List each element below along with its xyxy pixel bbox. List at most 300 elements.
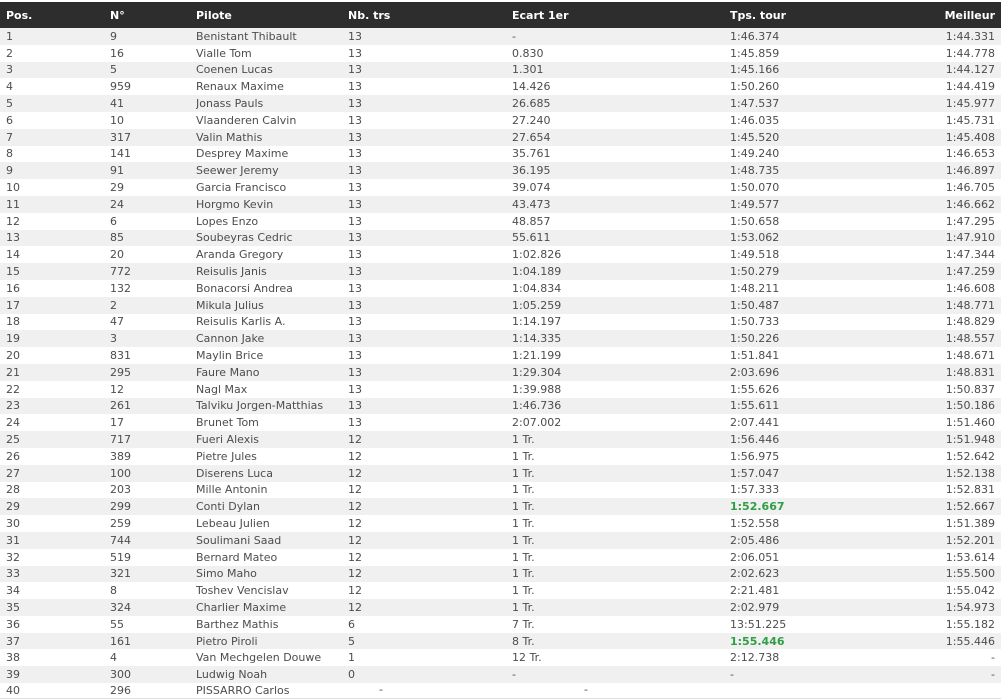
table-row xyxy=(0,314,1001,331)
cell-laps: 13 xyxy=(348,281,362,295)
column-header-pilote: Pilote xyxy=(196,8,232,22)
cell-pos: 1 xyxy=(6,29,13,43)
cell-lap_time: 1:50.733 xyxy=(730,315,780,329)
cell-pilote: Reisulis Karlis A. xyxy=(196,315,286,329)
cell-pos: 24 xyxy=(6,416,20,430)
cell-gap: 55.611 xyxy=(512,231,551,245)
cell-pos: 26 xyxy=(6,449,20,463)
cell-pos: 19 xyxy=(6,332,20,346)
cell-no: 296 xyxy=(110,683,131,697)
cell-gap: 1 Tr. xyxy=(512,483,535,497)
cell-pos: 5 xyxy=(6,97,13,111)
cell-pilote: Conti Dylan xyxy=(196,500,260,514)
cell-best: 1:48.671 xyxy=(945,349,995,363)
cell-gap: 43.473 xyxy=(512,197,551,211)
cell-no: 519 xyxy=(110,550,131,564)
table-row xyxy=(0,230,1001,247)
cell-pilote: Brunet Tom xyxy=(196,416,259,430)
cell-laps: 13 xyxy=(348,80,362,94)
cell-laps: 13 xyxy=(348,214,362,228)
table-row xyxy=(0,515,1001,532)
cell-pilote: Charlier Maxime xyxy=(196,600,287,614)
cell-lap_time: 1:49.240 xyxy=(730,147,780,161)
table-row xyxy=(0,297,1001,314)
cell-lap_time: 13:51.225 xyxy=(730,617,787,631)
table-row xyxy=(0,566,1001,583)
cell-gap: 1 Tr. xyxy=(512,600,535,614)
cell-pilote: Coenen Lucas xyxy=(196,63,273,77)
cell-pos: 14 xyxy=(6,248,20,262)
table-row xyxy=(0,62,1001,79)
column-header-number: N° xyxy=(110,8,125,22)
cell-laps: 13 xyxy=(348,164,362,178)
table-row xyxy=(0,549,1001,566)
cell-laps: 13 xyxy=(348,349,362,363)
cell-lap_time: 1:56.975 xyxy=(730,449,780,463)
cell-lap_time: 1:47.537 xyxy=(730,97,780,111)
cell-pilote: Simo Maho xyxy=(196,567,257,581)
table-row xyxy=(0,649,1001,666)
cell-best: 1:44.127 xyxy=(945,63,995,77)
cell-no: 3 xyxy=(110,332,117,346)
cell-lap_time: 1:56.446 xyxy=(730,433,780,447)
cell-lap_time: 1:57.333 xyxy=(730,483,780,497)
cell-gap: 1 Tr. xyxy=(512,550,535,564)
column-header-gap: Ecart 1er xyxy=(512,8,569,22)
cell-no: 4 xyxy=(110,651,117,665)
cell-best: 1:51.948 xyxy=(945,433,995,447)
cell-lap_time: 1:57.047 xyxy=(730,466,780,480)
cell-gap: 36.195 xyxy=(512,164,551,178)
cell-lap_time: 1:55.611 xyxy=(730,399,780,413)
cell-gap: 1:39.988 xyxy=(512,382,562,396)
cell-pos: 34 xyxy=(6,584,20,598)
cell-best: 1:44.778 xyxy=(945,46,995,60)
cell-lap_time: 1:46.035 xyxy=(730,113,780,127)
cell-no: 259 xyxy=(110,517,131,530)
cell-best: 1:51.460 xyxy=(945,416,995,430)
cell-no: 744 xyxy=(110,533,131,547)
cell-gap: 8 Tr. xyxy=(512,634,535,648)
cell-pilote: Vlaanderen Calvin xyxy=(196,113,297,127)
column-header-laptime: Tps. tour xyxy=(730,8,787,22)
cell-laps: 12 xyxy=(348,449,362,463)
table-row xyxy=(0,112,1001,129)
cell-gap: 1:14.197 xyxy=(512,315,562,329)
cell-best: 1:52.642 xyxy=(945,449,995,463)
table-row xyxy=(0,246,1001,263)
cell-pilote: Faure Mano xyxy=(196,365,260,379)
cell-laps: 13 xyxy=(348,63,362,77)
cell-pos: 36 xyxy=(6,617,20,631)
cell-laps: 13 xyxy=(348,365,362,379)
cell-lap_time: 2:02.623 xyxy=(730,567,780,581)
cell-pos: 29 xyxy=(6,500,20,514)
cell-no: 20 xyxy=(110,248,124,262)
cell-lap_time: 1:50.487 xyxy=(730,298,780,312)
cell-laps: 13 xyxy=(348,113,362,127)
table-row xyxy=(0,599,1001,616)
cell-laps: 13 xyxy=(348,265,362,279)
table-row xyxy=(0,532,1001,549)
cell-no: 717 xyxy=(110,433,131,447)
cell-gap: 1 Tr. xyxy=(512,500,535,514)
cell-best: 1:47.910 xyxy=(945,231,995,245)
table-row xyxy=(0,465,1001,482)
cell-gap: - xyxy=(512,668,516,682)
cell-gap: 1:04.189 xyxy=(512,265,562,279)
cell-lap_time: 2:07.441 xyxy=(730,416,780,430)
cell-pilote: Vialle Tom xyxy=(196,46,252,60)
cell-laps: 12 xyxy=(348,584,362,598)
cell-best: 1:54.973 xyxy=(945,600,995,614)
cell-best: 1:46.897 xyxy=(945,164,995,178)
cell-lap_time: 1:52.558 xyxy=(730,517,780,530)
cell-pilote: Reisulis Janis xyxy=(196,265,267,279)
cell-laps: 13 xyxy=(348,147,362,161)
cell-best: 1:55.446 xyxy=(945,634,995,648)
cell-lap_time: 2:02.979 xyxy=(730,600,780,614)
cell-no: 41 xyxy=(110,97,124,111)
cell-best: - xyxy=(991,668,995,682)
cell-gap: 1:46.736 xyxy=(512,399,562,413)
cell-best: 1:55.042 xyxy=(945,584,995,598)
cell-no: 300 xyxy=(110,668,131,682)
cell-laps: 12 xyxy=(348,533,362,547)
cell-laps: 12 xyxy=(348,500,362,514)
cell-best: 1:47.259 xyxy=(945,265,995,279)
cell-gap: 1 Tr. xyxy=(512,567,535,581)
cell-no: 295 xyxy=(110,365,131,379)
cell-laps: 0 xyxy=(348,668,355,682)
cell-gap: - xyxy=(512,29,516,43)
cell-no: 324 xyxy=(110,600,131,614)
cell-pilote: Diserens Luca xyxy=(196,466,273,480)
cell-pilote: Ludwig Noah xyxy=(196,668,268,682)
cell-laps: 13 xyxy=(348,231,362,245)
cell-best: 1:45.731 xyxy=(945,113,995,127)
cell-laps: 13 xyxy=(348,332,362,346)
cell-lap_time: 1:52.667 xyxy=(730,500,785,514)
table-row xyxy=(0,633,1001,650)
cell-best: 1:55.182 xyxy=(945,617,995,631)
cell-best: 1:48.557 xyxy=(945,332,995,346)
cell-no: 29 xyxy=(110,181,124,195)
cell-laps: 13 xyxy=(348,130,362,144)
cell-lap_time: 2:05.486 xyxy=(730,533,780,547)
table-row xyxy=(0,431,1001,448)
cell-pilote: Benistant Thibault xyxy=(196,29,297,43)
cell-best: 1:48.829 xyxy=(945,315,995,329)
cell-no: 831 xyxy=(110,349,131,363)
cell-pilote: Talviku Jorgen-Matthias xyxy=(196,399,324,413)
cell-pos: 6 xyxy=(6,113,13,127)
cell-best: 1:46.705 xyxy=(945,181,995,195)
cell-best: 1:48.771 xyxy=(945,298,995,312)
cell-pos: 21 xyxy=(6,365,20,379)
cell-pos: 22 xyxy=(6,382,20,396)
cell-pilote: Soubeyras Cedric xyxy=(196,231,293,245)
cell-best: 1:44.419 xyxy=(945,80,995,94)
cell-pilote: Toshev Vencislav xyxy=(196,584,289,598)
cell-no: 161 xyxy=(110,634,131,648)
cell-pos: 20 xyxy=(6,349,20,363)
cell-laps: 13 xyxy=(348,382,362,396)
cell-pos: 4 xyxy=(6,80,13,94)
cell-no: 47 xyxy=(110,315,124,329)
cell-gap: 14.426 xyxy=(512,80,551,94)
cell-pos: 18 xyxy=(6,315,20,329)
cell-lap_time: 1:50.658 xyxy=(730,214,780,228)
cell-gap: 1 Tr. xyxy=(512,449,535,463)
cell-pos: 39 xyxy=(6,668,20,682)
cell-no: 12 xyxy=(110,382,124,396)
table-row xyxy=(0,582,1001,599)
cell-pos: 8 xyxy=(6,147,13,161)
cell-pilote: Fueri Alexis xyxy=(196,433,259,447)
cell-no: 389 xyxy=(110,449,131,463)
cell-lap_time: 1:55.446 xyxy=(730,634,785,648)
cell-pilote: Bernard Mateo xyxy=(196,550,278,564)
cell-best: 1:46.662 xyxy=(945,197,995,211)
cell-gap: 1:14.335 xyxy=(512,332,562,346)
cell-pos: 15 xyxy=(6,265,20,279)
cell-pos: 37 xyxy=(6,634,20,648)
cell-lap_time: 1:48.211 xyxy=(730,281,780,295)
cell-gap: 27.240 xyxy=(512,113,551,127)
cell-laps: 13 xyxy=(348,399,362,413)
cell-pos: 40 xyxy=(6,683,20,697)
cell-pilote: Pietre Jules xyxy=(196,449,257,463)
cell-best: 1:52.831 xyxy=(945,483,995,497)
cell-no: 5 xyxy=(110,63,117,77)
cell-gap: 27.654 xyxy=(512,130,551,144)
cell-best: 1:52.138 xyxy=(945,466,995,480)
cell-pos: 12 xyxy=(6,214,20,228)
cell-best: 1:47.295 xyxy=(945,214,995,228)
cell-no: 55 xyxy=(110,617,124,631)
cell-pos: 35 xyxy=(6,600,20,614)
cell-gap: 1 Tr. xyxy=(512,584,535,598)
cell-no: 100 xyxy=(110,466,131,480)
cell-no: 16 xyxy=(110,46,124,60)
cell-best: 1:47.344 xyxy=(945,248,995,262)
cell-laps: 13 xyxy=(348,46,362,60)
cell-lap_time: 1:49.518 xyxy=(730,248,780,262)
cell-laps: 13 xyxy=(348,298,362,312)
cell-pilote: Bonacorsi Andrea xyxy=(196,281,293,295)
table-row xyxy=(0,398,1001,415)
cell-pos: 10 xyxy=(6,181,20,195)
cell-gap: 35.761 xyxy=(512,147,551,161)
cell-lap_time: 1:49.577 xyxy=(730,197,780,211)
cell-laps: 12 xyxy=(348,433,362,447)
cell-lap_time: 1:45.859 xyxy=(730,46,780,60)
cell-pos: 27 xyxy=(6,466,20,480)
cell-gap: 1 Tr. xyxy=(512,517,535,530)
cell-pos: 9 xyxy=(6,164,13,178)
cell-lap_time: 1:50.279 xyxy=(730,265,780,279)
cell-pos: 13 xyxy=(6,231,20,245)
cell-pos: 32 xyxy=(6,550,20,564)
cell-lap_time: 1:50.260 xyxy=(730,80,780,94)
table-row xyxy=(0,364,1001,381)
cell-gap: 1.301 xyxy=(512,63,544,77)
cell-best: 1:45.977 xyxy=(945,97,995,111)
table-header xyxy=(0,2,1001,28)
cell-pilote: Pietro Piroli xyxy=(196,634,258,648)
cell-no: 17 xyxy=(110,416,124,430)
cell-laps: 13 xyxy=(348,197,362,211)
cell-lap_time: 1:53.062 xyxy=(730,231,780,245)
cell-pos: 38 xyxy=(6,651,20,665)
cell-gap: 39.074 xyxy=(512,181,551,195)
cell-lap_time: 2:03.696 xyxy=(730,365,780,379)
cell-gap: 1:21.199 xyxy=(512,349,562,363)
cell-no: 321 xyxy=(110,567,131,581)
cell-best: 1:52.201 xyxy=(945,533,995,547)
table-row xyxy=(0,280,1001,297)
cell-pilote: Soulimani Saad xyxy=(196,533,282,547)
cell-gap: 1 Tr. xyxy=(512,433,535,447)
cell-pos: 7 xyxy=(6,130,13,144)
cell-no: 299 xyxy=(110,500,131,514)
cell-laps: 1 xyxy=(348,651,355,665)
cell-pilote: Nagl Max xyxy=(196,382,248,396)
cell-pilote: Lopes Enzo xyxy=(196,214,259,228)
cell-lap_time: 1:45.520 xyxy=(730,130,780,144)
cell-best: 1:53.614 xyxy=(945,550,995,564)
cell-pos: 2 xyxy=(6,46,13,60)
cell-no: 203 xyxy=(110,483,131,497)
cell-pilote: Barthez Mathis xyxy=(196,617,279,631)
table-row xyxy=(0,448,1001,465)
cell-pilote: Lebeau Julien xyxy=(196,517,270,530)
cell-no: 959 xyxy=(110,80,131,94)
table-row xyxy=(0,146,1001,163)
cell-gap: 1 Tr. xyxy=(512,533,535,547)
cell-no: 24 xyxy=(110,197,124,211)
cell-pos: 3 xyxy=(6,63,13,77)
table-row xyxy=(0,95,1001,112)
cell-pilote: Desprey Maxime xyxy=(196,147,289,161)
cell-best: 1:46.653 xyxy=(945,147,995,161)
cell-gap: 1:04.834 xyxy=(512,281,562,295)
cell-pilote: Mikula Julius xyxy=(196,298,264,312)
table-row xyxy=(0,129,1001,146)
cell-lap_time: 1:45.166 xyxy=(730,63,780,77)
cell-pilote: Renaux Maxime xyxy=(196,80,284,94)
cell-dash: - xyxy=(379,683,383,697)
table-row xyxy=(0,196,1001,213)
cell-laps: 12 xyxy=(348,600,362,614)
cell-laps: 13 xyxy=(348,29,362,43)
cell-lap_time: - xyxy=(730,668,734,682)
cell-best: 1:51.389 xyxy=(945,517,995,530)
cell-gap: 1:02.826 xyxy=(512,248,562,262)
cell-gap: 12 Tr. xyxy=(512,651,542,665)
table-row xyxy=(0,213,1001,230)
cell-pilote: Cannon Jake xyxy=(196,332,265,346)
cell-no: 132 xyxy=(110,281,131,295)
cell-gap: 2:07.002 xyxy=(512,416,562,430)
cell-best: 1:52.667 xyxy=(945,500,995,514)
cell-pilote: Jonass Pauls xyxy=(196,97,264,111)
cell-pos: 11 xyxy=(6,197,20,211)
cell-no: 8 xyxy=(110,584,117,598)
column-header-laps: Nb. trs xyxy=(348,8,391,22)
cell-no: 10 xyxy=(110,113,124,127)
cell-laps: 12 xyxy=(348,483,362,497)
table-row xyxy=(0,498,1001,515)
table-row xyxy=(0,263,1001,280)
cell-gap: 1:29.304 xyxy=(512,365,562,379)
column-header-pos: Pos. xyxy=(6,8,33,22)
cell-best: 1:48.831 xyxy=(945,365,995,379)
cell-pos: 25 xyxy=(6,433,20,447)
cell-pilote: PISSARRO Carlos xyxy=(196,683,290,697)
cell-gap: 0.830 xyxy=(512,46,544,60)
cell-lap_time: 1:51.841 xyxy=(730,349,780,363)
cell-laps: 13 xyxy=(348,248,362,262)
table-row xyxy=(0,78,1001,95)
cell-laps: 5 xyxy=(348,634,355,648)
cell-laps: 6 xyxy=(348,617,355,631)
cell-best: 1:50.186 xyxy=(945,399,995,413)
cell-lap_time: 1:55.626 xyxy=(730,382,780,396)
table-row xyxy=(0,482,1001,499)
cell-laps: 13 xyxy=(348,181,362,195)
table-row xyxy=(0,179,1001,196)
cell-laps: 13 xyxy=(348,97,362,111)
cell-best: 1:55.500 xyxy=(945,567,995,581)
table-row xyxy=(0,28,1001,45)
cell-best: 1:45.408 xyxy=(945,130,995,144)
cell-pilote: Seewer Jeremy xyxy=(196,164,279,178)
cell-gap: 7 Tr. xyxy=(512,617,535,631)
cell-no: 85 xyxy=(110,231,124,245)
cell-best: 1:46.608 xyxy=(945,281,995,295)
cell-laps: 12 xyxy=(348,517,362,530)
cell-pos: 17 xyxy=(6,298,20,312)
cell-pilote: Mille Antonin xyxy=(196,483,268,497)
cell-best: - xyxy=(991,651,995,665)
cell-pilote: Garcia Francisco xyxy=(196,181,287,195)
table-row xyxy=(0,330,1001,347)
cell-best: 1:50.837 xyxy=(945,382,995,396)
cell-lap_time: 2:06.051 xyxy=(730,550,780,564)
table-row xyxy=(0,616,1001,633)
table-row xyxy=(0,381,1001,398)
cell-lap_time: 2:12.738 xyxy=(730,651,780,665)
cell-laps: 13 xyxy=(348,315,362,329)
cell-dash: - xyxy=(584,683,588,697)
cell-best: 1:44.331 xyxy=(945,29,995,43)
cell-pos: 23 xyxy=(6,399,20,413)
table-row xyxy=(0,666,1001,683)
cell-pilote: Horgmo Kevin xyxy=(196,197,274,211)
cell-lap_time: 1:46.374 xyxy=(730,29,780,43)
cell-pos: 16 xyxy=(6,281,20,295)
cell-laps: 12 xyxy=(348,567,362,581)
cell-pos: 33 xyxy=(6,567,20,581)
cell-lap_time: 1:50.070 xyxy=(730,181,780,195)
cell-laps: 12 xyxy=(348,466,362,480)
cell-gap: 1 Tr. xyxy=(512,466,535,480)
cell-lap_time: 1:48.735 xyxy=(730,164,780,178)
cell-no: 141 xyxy=(110,147,131,161)
cell-no: 2 xyxy=(110,298,117,312)
